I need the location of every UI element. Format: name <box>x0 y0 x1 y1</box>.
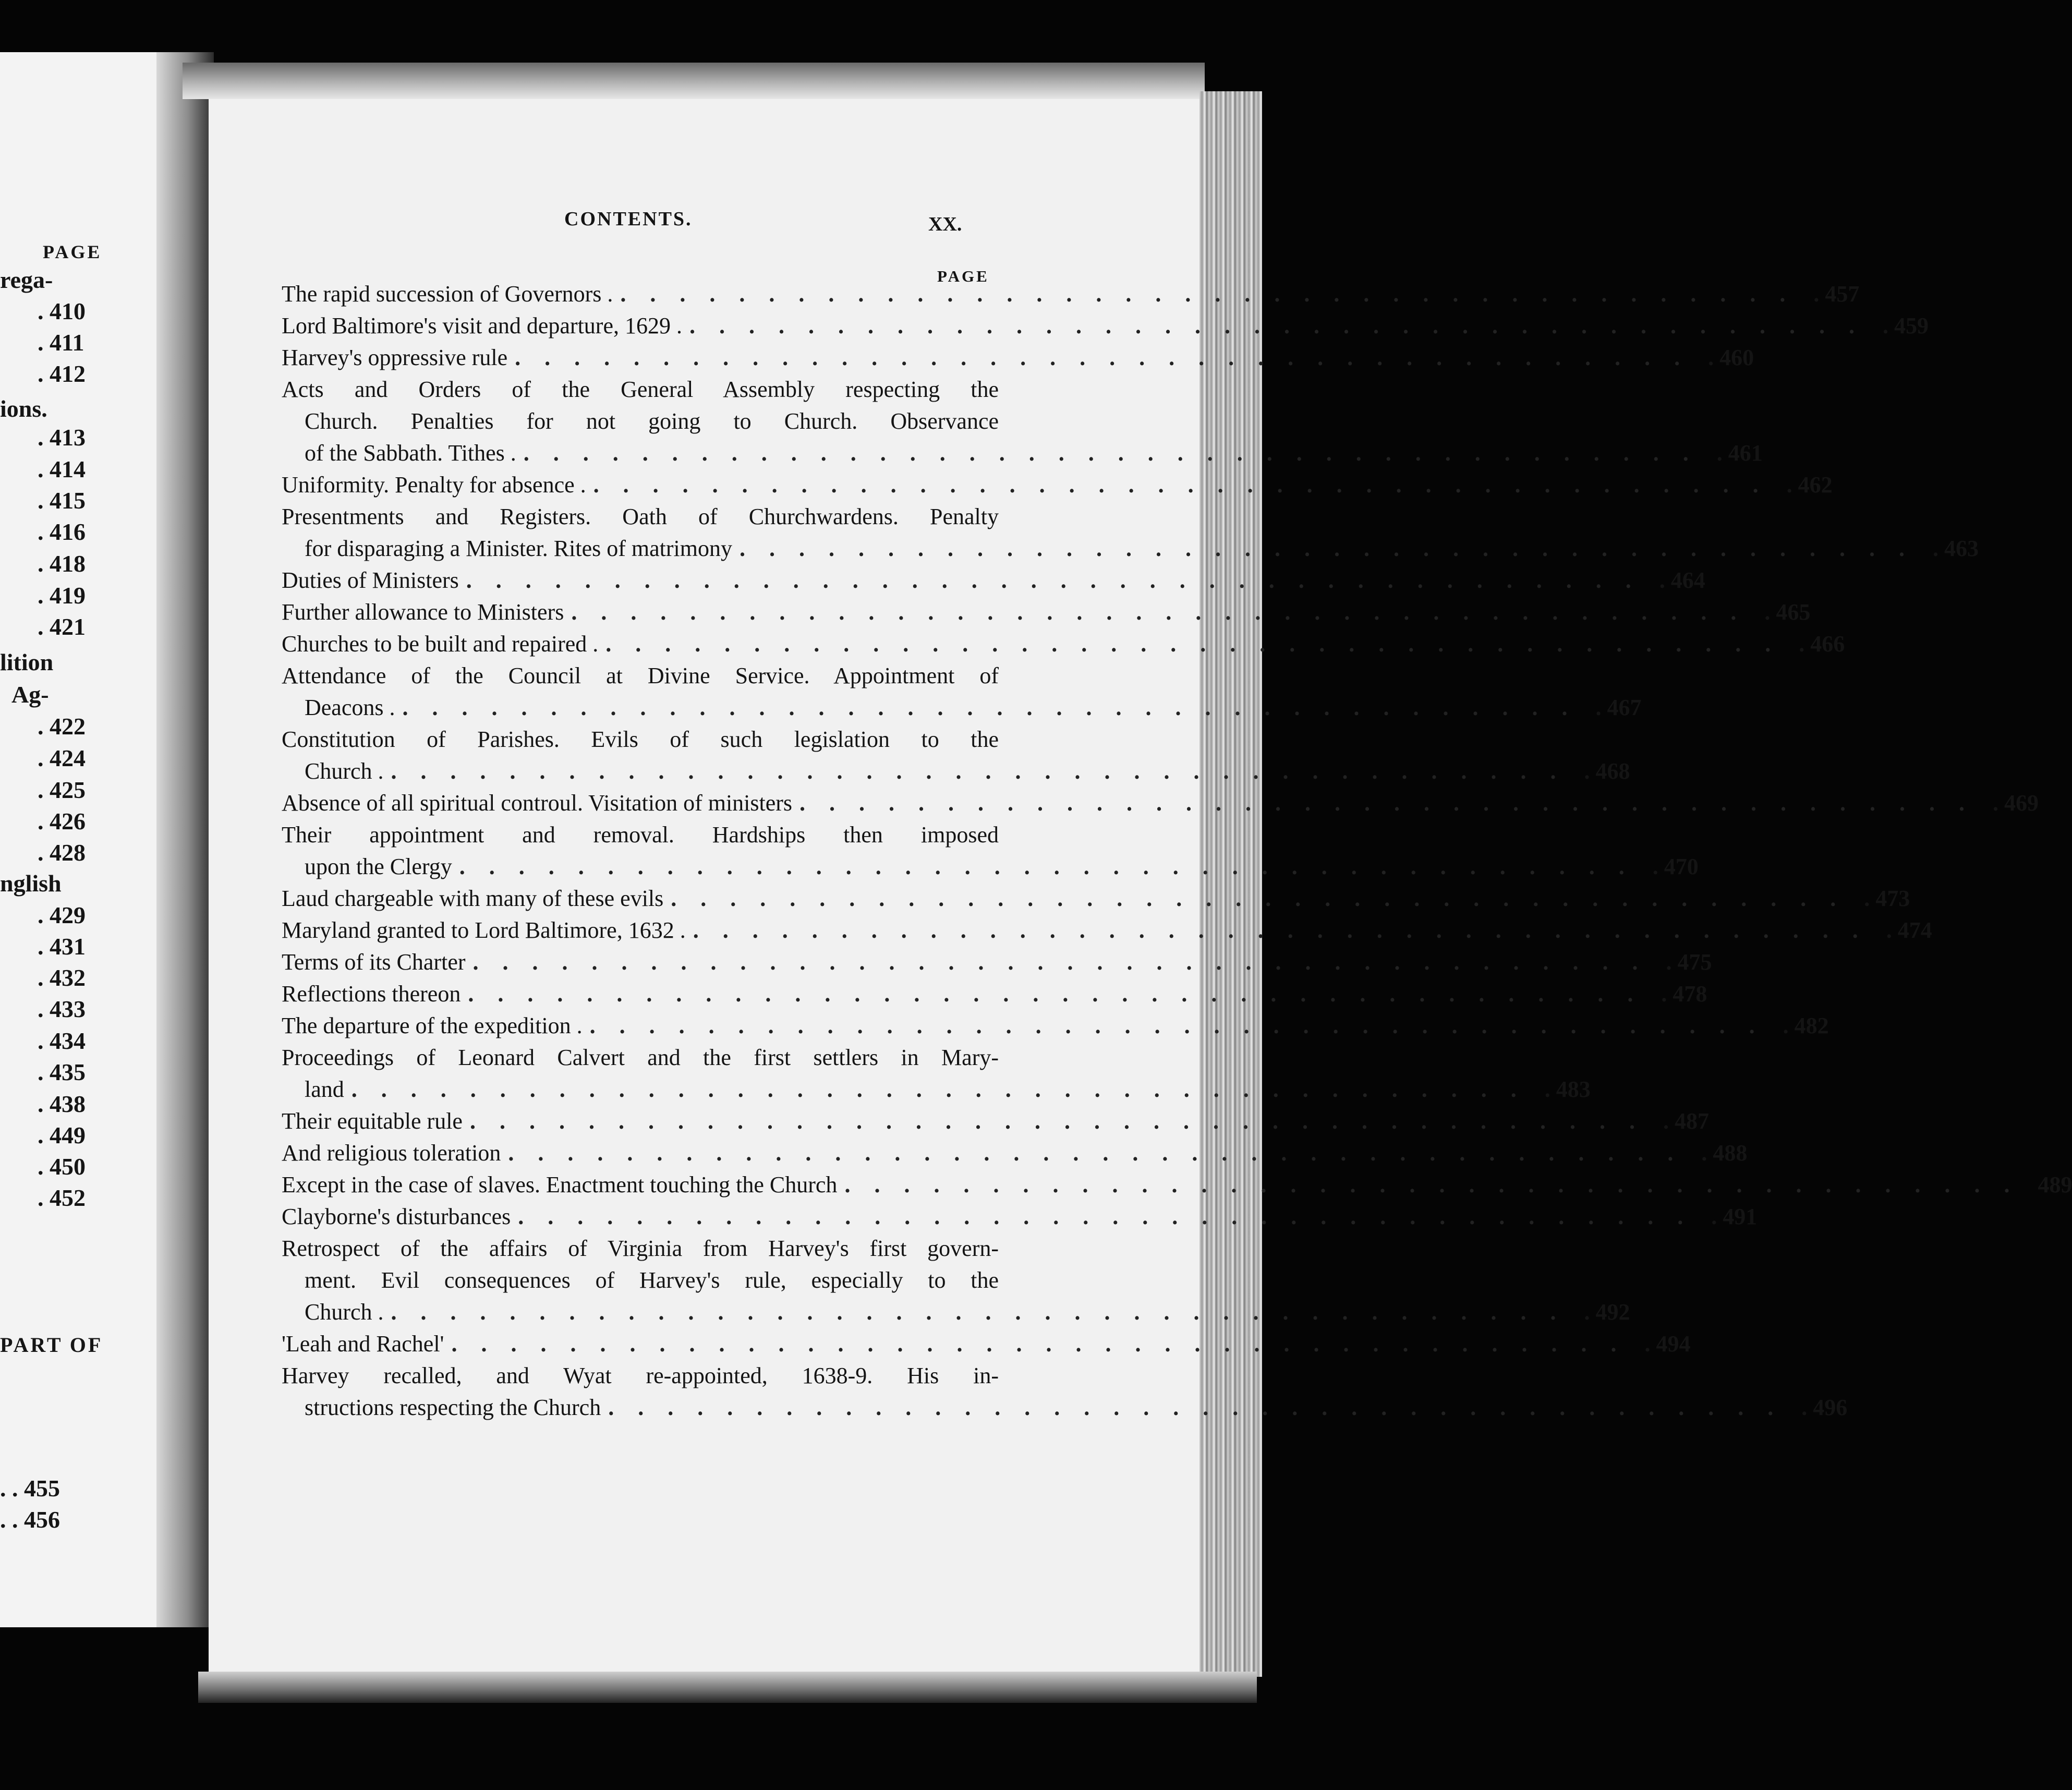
toc-entry <box>282 882 1910 914</box>
toc-entry <box>282 819 1699 882</box>
toc-page-number: . 492 <box>1584 1299 1630 1325</box>
toc-entry-line: Proceedings of Leonard Calvert and the first settlers in Mary- <box>282 1045 999 1070</box>
toc-page-number: . 483 <box>1544 1077 1591 1102</box>
dot-leader: ........................................ <box>689 313 1879 338</box>
toc-entry-text: Church . <box>305 1299 384 1325</box>
toc-entry-line: Presentments and Registers. Oath of Churchwardens. Penalty <box>282 504 999 529</box>
toc-page-number: . 487 <box>1663 1108 1709 1134</box>
toc-entry-text: Uniformity. Penalty for absence . <box>282 472 586 498</box>
toc-entry-line: ment. Evil consequences of Harvey's rule, especially to the <box>305 1267 999 1293</box>
toc-entry-line: Church. Penalties for not going to Church. Observance <box>305 408 999 434</box>
toc-page-number: . 461 <box>1716 440 1763 466</box>
toc-entry <box>282 501 1979 564</box>
toc-entry <box>282 596 1811 628</box>
toc-page-number: . 468 <box>1584 758 1630 784</box>
toc-entry-line <box>282 755 1630 787</box>
toc-page-number: . 465 <box>1764 599 1811 625</box>
toc-entry-line <box>282 310 1929 342</box>
left-page-number: . 452 <box>38 1184 86 1211</box>
table-of-contents <box>282 278 2072 1423</box>
toc-entry-line <box>282 692 1642 723</box>
dot-leader: ........................................ <box>844 1172 2034 1198</box>
toc-entry-line <box>282 1073 1591 1105</box>
toc-entry-text: Reflections thereon <box>282 981 461 1007</box>
toc-page-number: . 462 <box>1786 472 1833 498</box>
toc-entry-line <box>282 628 1845 660</box>
toc-entry-text: Their equitable rule <box>282 1108 463 1134</box>
toc-entry-text: of the Sabbath. Tithes . <box>305 440 516 466</box>
toc-entry-text: Laud chargeable with many of these evils <box>282 886 664 911</box>
running-head: CONTENTS. <box>564 208 693 230</box>
toc-entry <box>282 660 1642 723</box>
left-fragment: ions. <box>0 395 47 422</box>
toc-entry <box>282 1137 1748 1169</box>
toc-entry-text: Absence of all spiritual controul. Visitation of ministers <box>282 790 793 816</box>
dot-leader: ........................................ <box>620 281 1810 307</box>
left-page-number: . 431 <box>38 933 86 960</box>
left-fragment: rega- <box>0 267 53 293</box>
left-page-number: . 435 <box>38 1059 86 1085</box>
toc-entry-line: Retrospect of the affairs of Virginia from Harvey's first govern- <box>282 1236 999 1261</box>
left-page-number: . 429 <box>38 902 86 928</box>
toc-entry <box>282 1105 1709 1137</box>
toc-entry <box>282 914 1932 946</box>
dot-leader: ........................................ <box>466 567 1655 593</box>
toc-page-number: . 494 <box>1644 1331 1691 1357</box>
toc-entry <box>282 278 1860 310</box>
toc-entry <box>282 373 1763 469</box>
dot-leader: ........................................ <box>468 981 1657 1007</box>
toc-entry-line <box>282 978 1707 1010</box>
toc-page-number: . 482 <box>1783 1013 1829 1038</box>
dot-leader: ........................................ <box>589 1013 1779 1038</box>
toc-entry-line <box>282 1169 2072 1201</box>
toc-page-number: . 478 <box>1661 981 1707 1007</box>
toc-page-number: . 488 <box>1701 1140 1748 1166</box>
left-page-label: PAGE <box>43 241 102 262</box>
toc-entry-line: Attendance of the Council at Divine Service. Appointment of <box>282 663 999 688</box>
left-page-number: . 416 <box>38 518 86 545</box>
toc-entry-line <box>282 851 1699 882</box>
left-fragment: Ag- <box>11 681 49 708</box>
left-fragment: lition <box>0 649 54 675</box>
toc-entry-line: Harvey recalled, and Wyat re-appointed, 1638-9. His in- <box>282 1363 999 1388</box>
left-page-number: . 438 <box>38 1091 86 1117</box>
toc-entry <box>282 1360 1848 1423</box>
dot-leader: ........................................ <box>571 599 1761 625</box>
toc-page-number: . 491 <box>1711 1204 1758 1229</box>
book-gutter <box>156 52 214 1627</box>
toc-entry-text: Further allowance to Ministers <box>282 599 564 625</box>
toc-entry-text: Churches to be built and repaired . <box>282 631 599 657</box>
dot-leader: ........................................ <box>508 1140 1698 1166</box>
toc-entry-text: Deacons . <box>305 695 395 720</box>
toc-entry-text: The departure of the expedition . <box>282 1013 583 1038</box>
toc-entry-text: land <box>305 1077 344 1102</box>
page-bottom-edge <box>198 1672 1257 1703</box>
dot-leader: ........................................ <box>605 631 1795 657</box>
toc-entry <box>282 1042 1591 1105</box>
toc-entry-text: Except in the case of slaves. Enactment touching the Church <box>282 1172 838 1198</box>
toc-entry-text: Duties of Ministers <box>282 567 459 593</box>
left-page-number: . 415 <box>38 487 86 514</box>
toc-entry-line <box>282 1137 1748 1169</box>
toc-entry-text: Maryland granted to Lord Baltimore, 1632 . <box>282 917 686 943</box>
left-page-number: . 425 <box>38 777 86 803</box>
toc-page-number: . 469 <box>1993 790 2039 816</box>
left-page-number: . 411 <box>38 329 84 356</box>
toc-entry <box>282 1232 1630 1328</box>
toc-entry-line <box>282 787 2039 819</box>
toc-entry-line <box>282 914 1932 946</box>
left-page-number: . 432 <box>38 964 86 991</box>
toc-entry <box>282 1328 1691 1360</box>
dot-leader: ........................................ <box>351 1077 1541 1102</box>
dot-leader: ........................................ <box>739 536 1929 561</box>
toc-entry-text: Terms of its Charter <box>282 949 466 975</box>
toc-entry-line <box>282 1296 1630 1328</box>
dot-leader: ........................................ <box>593 472 1783 498</box>
toc-entry-line <box>282 882 1910 914</box>
toc-entry-line <box>282 596 1811 628</box>
dot-leader: ........................................ <box>671 886 1860 911</box>
toc-entry-line <box>282 1010 1829 1042</box>
toc-entry-text: for disparaging a Minister. Rites of matrimony <box>305 536 732 561</box>
toc-entry-text: 'Leah and Rachel' <box>282 1331 444 1357</box>
dot-leader: ........................................ <box>518 1204 1707 1229</box>
dot-leader: ........................................ <box>799 790 1989 816</box>
toc-entry <box>282 1169 2072 1201</box>
toc-entry-line <box>282 437 1763 469</box>
left-page-number: . 414 <box>38 456 86 482</box>
dot-leader: ........................................ <box>469 1108 1659 1134</box>
dot-leader: ........................................ <box>459 854 1649 879</box>
toc-entry <box>282 310 1929 342</box>
page-column-label: PAGE <box>937 267 989 285</box>
toc-entry-line <box>282 342 1754 373</box>
toc-entry-line: Constitution of Parishes. Evils of such legislation to the <box>282 727 999 752</box>
toc-entry-line <box>282 1105 1709 1137</box>
toc-page-number: . 457 <box>1813 281 1860 307</box>
dot-leader: ........................................ <box>391 1299 1580 1325</box>
left-fragment: nglish <box>0 870 62 897</box>
toc-entry-line: Acts and Orders of the General Assembly respecting the <box>282 377 999 402</box>
toc-entry-text: Lord Baltimore's visit and departure, 1629 . <box>282 313 682 338</box>
dot-leader: ........................................ <box>515 345 1704 370</box>
toc-entry <box>282 1010 1829 1042</box>
left-page-number: . 418 <box>38 550 86 577</box>
dot-leader: ........................................ <box>523 440 1713 466</box>
left-page-number: . . 455 <box>0 1475 60 1502</box>
toc-entry-text: Harvey's oppressive rule <box>282 345 508 370</box>
toc-entry-line <box>282 533 1979 564</box>
folio: XX. <box>928 213 962 235</box>
toc-page-number: . 496 <box>1801 1395 1848 1420</box>
left-page-number: . 410 <box>38 298 86 324</box>
toc-page-number: . 463 <box>1932 536 1979 561</box>
left-page-number: . 426 <box>38 808 86 834</box>
toc-entry <box>282 564 1705 596</box>
toc-entry-line <box>282 278 1860 310</box>
toc-entry <box>282 1201 1758 1232</box>
toc-entry-text: And religious toleration <box>282 1140 501 1166</box>
toc-entry-line: Their appointment and removal. Hardships then imposed <box>282 822 999 848</box>
dot-leader: ........................................ <box>472 949 1662 975</box>
left-page-number: . 422 <box>38 713 86 740</box>
toc-entry <box>282 946 1712 978</box>
toc-entry-line <box>282 946 1712 978</box>
left-page-number: . 450 <box>38 1153 86 1180</box>
left-page-number: . . 456 <box>0 1506 60 1533</box>
left-page-number: . 424 <box>38 745 86 771</box>
toc-page-number: . 460 <box>1708 345 1754 370</box>
toc-page-number: . 464 <box>1659 567 1705 593</box>
left-page-number: . 412 <box>38 360 86 387</box>
page-top-shadow <box>183 63 1205 99</box>
left-page-number: . 419 <box>38 582 86 609</box>
left-page-number: . 433 <box>38 996 86 1022</box>
toc-entry-line <box>282 469 1833 501</box>
toc-page-number: 489 <box>2038 1172 2072 1198</box>
dot-leader: ........................................ <box>391 758 1580 784</box>
toc-entry-text: Clayborne's disturbances <box>282 1204 511 1229</box>
left-page-number: . 428 <box>38 839 86 866</box>
toc-entry <box>282 787 2039 819</box>
toc-entry-text: structions respecting the Church <box>305 1395 601 1420</box>
toc-entry-text: upon the Clergy <box>305 854 452 879</box>
toc-page-number: . 473 <box>1864 886 1910 911</box>
toc-page-number: . 475 <box>1666 949 1712 975</box>
toc-entry <box>282 978 1707 1010</box>
dot-leader: ........................................ <box>451 1331 1641 1357</box>
toc-page-number: . 470 <box>1652 854 1699 879</box>
left-page-number: . 413 <box>38 424 86 451</box>
left-page-number: . 421 <box>38 613 86 640</box>
toc-page-number: . 466 <box>1799 631 1845 657</box>
dot-leader: ........................................ <box>693 917 1882 943</box>
toc-entry-text: Church . <box>305 758 384 784</box>
toc-entry <box>282 628 1845 660</box>
toc-entry <box>282 469 1833 501</box>
toc-page-number: . 474 <box>1886 917 1932 943</box>
left-fragment: PART OF <box>0 1333 103 1357</box>
toc-entry-line <box>282 564 1705 596</box>
toc-entry <box>282 723 1630 787</box>
toc-entry-line <box>282 1392 1848 1423</box>
toc-page-number: . 467 <box>1595 695 1642 720</box>
toc-page-number: . 459 <box>1882 313 1929 338</box>
toc-entry-line <box>282 1328 1691 1360</box>
dot-leader: ........................................ <box>608 1395 1798 1420</box>
left-page-number: . 449 <box>38 1122 86 1148</box>
dot-leader: ........................................ <box>402 695 1592 720</box>
toc-entry-line <box>282 1201 1758 1232</box>
left-page-number: . 434 <box>38 1027 86 1054</box>
toc-entry <box>282 342 1754 373</box>
toc-entry-text: The rapid succession of Governors . <box>282 281 613 307</box>
